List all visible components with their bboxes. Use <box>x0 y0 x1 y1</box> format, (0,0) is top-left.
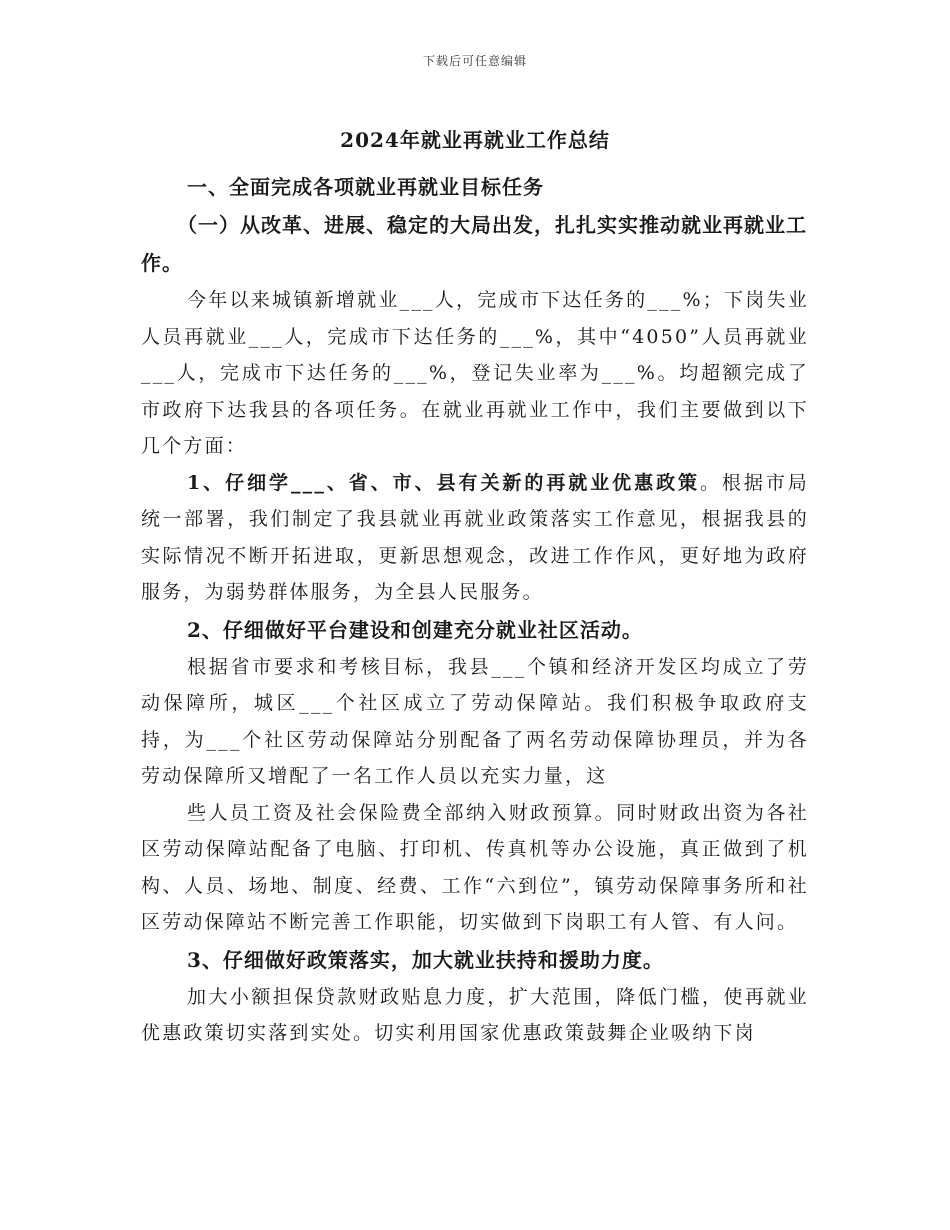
intro-paragraph: 今年以来城镇新增就业___人，完成市下达任务的___%；下岗失业人员再就业___人，完成市下达任务的___%，其中“4050”人员再就业___人，完成市下达任务的___%，登记失业率为___%。均超额完成了市政府下达我县的各项任务。在就业再就业工作中，我们主要做到以下几个方面： <box>141 289 809 457</box>
document-body <box>141 168 809 1052</box>
item3-paragraph-1: 加大小额担保贷款财政贴息力度，扩大范围，降低门槛，使再就业优惠政策切实落到实处。切实利用国家优惠政策鼓舞企业吸纳下岗 <box>141 985 809 1044</box>
item2-paragraph-2: 些人员工资及社会保险费全部纳入财政预算。同时财政出资为各社区劳动保障站配备了电脑、打印机、传真机等办公设施，真正做到了机构、人员、场地、制度、经费、工作“六到位”，镇劳动保障事务所和社区劳动保障站不断完善工作职能，切实做到下岗职工有人管、有人问。 <box>141 801 809 933</box>
item1-text: 。根据市局统一部署，我们制定了我县就业再就业政策落实工作意见，根据我县的实际情况不断开拓进取，更新思想观念，改进工作作风，更好地为政府服务，为弱势群体服务，为全县人民服务。 <box>141 471 809 603</box>
header-note: 下载后可任意编辑 <box>422 54 527 68</box>
document-title: 2024年就业再就业工作总结 <box>340 128 610 152</box>
item1-heading: 1、仔细学___、省、市、县有关新的再就业优惠政策 <box>187 471 700 494</box>
item2-paragraph-1: 根据省市要求和考核目标，我县___个镇和经济开发区均成立了劳动保障所，城区___个社区成立了劳动保障站。我们积极争取政府支持，为___个社区劳动保障站分别配备了两名劳动保障协理员，并为各劳动保障所又增配了一名工作人员以充实力量，这 <box>141 655 809 787</box>
item1-paragraph <box>141 465 809 611</box>
section-heading: 一、全面完成各项就业再就业目标任务 <box>187 175 544 199</box>
item3-heading: 3、仔细做好政策落实，加大就业扶持和援助力度。 <box>187 947 664 972</box>
item2-heading: 2、仔细做好平台建设和创建充分就业社区活动。 <box>187 617 643 642</box>
subsection-heading: （一）从改革、进展、稳定的大局出发，扎扎实实推动就业再就业工作。 <box>141 213 807 275</box>
